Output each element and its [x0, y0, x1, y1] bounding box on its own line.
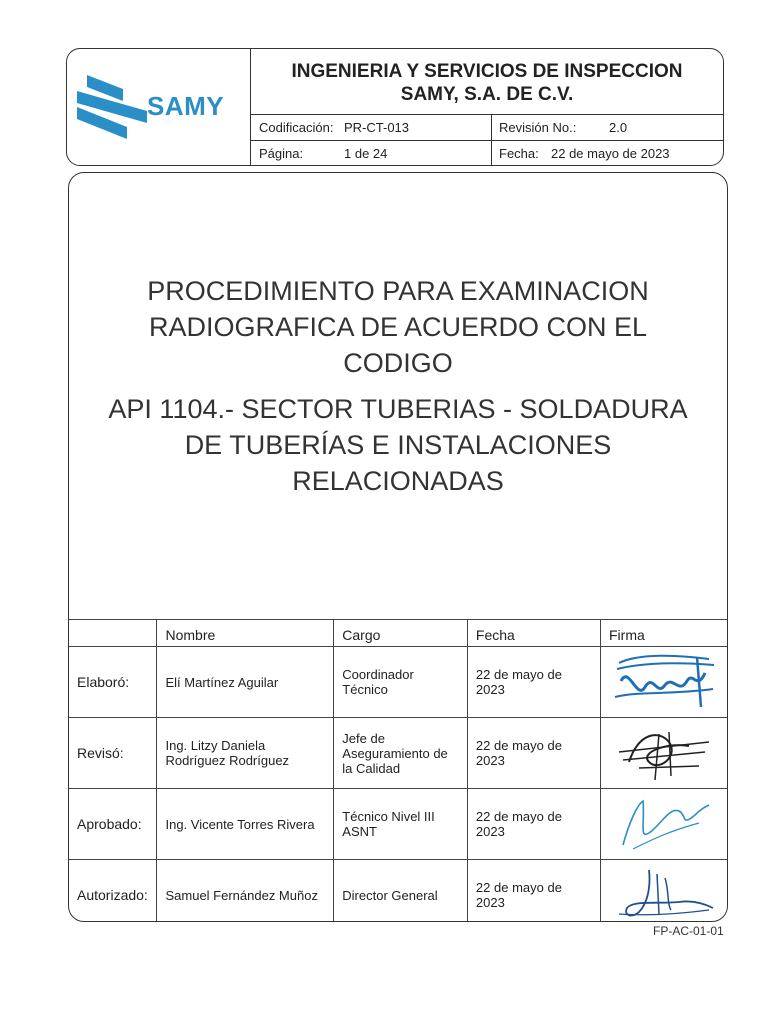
title-line-1: PROCEDIMIENTO PARA EXAMINACION — [147, 276, 649, 306]
document-header — [66, 48, 724, 166]
name-cell: Elí Martínez Aguilar — [157, 647, 334, 718]
role-cell: Elaboró: — [69, 647, 157, 718]
info-row-pagina — [251, 141, 723, 166]
samy-logo-icon — [75, 71, 151, 143]
fecha-cell: 22 de mayo de 2023 — [467, 789, 600, 860]
revision-label: Revisión No.: — [499, 120, 577, 135]
fecha-label: Fecha: — [499, 146, 539, 161]
company-name — [251, 49, 723, 115]
title-line-4: API 1104.- SECTOR TUBERIAS - SOLDADURA — [108, 394, 688, 424]
company-line-1: INGENIERIA Y SERVICIOS DE INSPECCION — [291, 61, 683, 82]
name-cell: Ing. Vicente Torres Rivera — [157, 789, 334, 860]
pagina-value: 1 de 24 — [344, 146, 388, 161]
logo-cell — [67, 49, 251, 165]
fecha-cell: 22 de mayo de 2023 — [467, 647, 600, 718]
cargo-cell: Técnico Nivel III ASNT — [334, 789, 468, 860]
info-divider — [491, 115, 492, 140]
signature-table — [69, 619, 727, 922]
table-row — [69, 718, 727, 789]
title-line-3: CODIGO — [343, 348, 453, 378]
document-body — [68, 172, 728, 922]
revision-value: 2.0 — [609, 120, 628, 135]
signature-header-row — [69, 620, 727, 647]
codificacion-value: PR-CT-013 — [344, 120, 410, 135]
info-divider — [491, 141, 492, 166]
firma-cell — [601, 789, 728, 860]
document-title — [69, 273, 727, 499]
title-line-6: RELACIONADAS — [292, 466, 504, 496]
form-code: FP-AC-01-01 — [653, 924, 724, 938]
table-row — [69, 860, 727, 923]
info-row-codificacion — [251, 115, 723, 141]
table-row — [69, 789, 727, 860]
title-line-5: DE TUBERÍAS E INSTALACIONES — [184, 430, 612, 460]
column-header-cargo: Cargo — [334, 620, 468, 647]
fecha-cell: 22 de mayo de 2023 — [467, 860, 600, 923]
company-line-2: SAMY, S.A. DE C.V. — [400, 84, 574, 105]
fecha-value: 22 de mayo de 2023 — [551, 146, 670, 161]
column-header-firma: Firma — [601, 620, 728, 647]
logo-text: SAMY — [147, 91, 225, 121]
signature-image — [609, 722, 719, 784]
cargo-cell: Director General — [334, 860, 468, 923]
name-cell: Samuel Fernández Muñoz — [157, 860, 334, 923]
name-cell: Ing. Litzy Daniela Rodríguez Rodríguez — [157, 718, 334, 789]
column-header-nombre: Nombre — [157, 620, 334, 647]
role-cell: Revisó: — [69, 718, 157, 789]
table-row — [69, 647, 727, 718]
firma-cell — [601, 718, 728, 789]
pagina-label: Página: — [259, 146, 304, 161]
firma-cell — [601, 647, 728, 718]
role-cell: Aprobado: — [69, 789, 157, 860]
signature-image — [609, 864, 719, 922]
cargo-cell: Coordinador Técnico — [334, 647, 468, 718]
title-line-2: RADIOGRAFICA DE ACUERDO CON EL — [148, 312, 648, 342]
firma-cell — [601, 860, 728, 923]
column-header-fecha: Fecha — [467, 620, 600, 647]
column-header-role — [69, 620, 157, 647]
signature-image — [609, 793, 719, 855]
signature-image — [609, 651, 719, 713]
codificacion-label: Codificación: — [259, 120, 334, 135]
role-cell: Autorizado: — [69, 860, 157, 923]
fecha-cell: 22 de mayo de 2023 — [467, 718, 600, 789]
cargo-cell: Jefe de Aseguramiento de la Calidad — [334, 718, 468, 789]
